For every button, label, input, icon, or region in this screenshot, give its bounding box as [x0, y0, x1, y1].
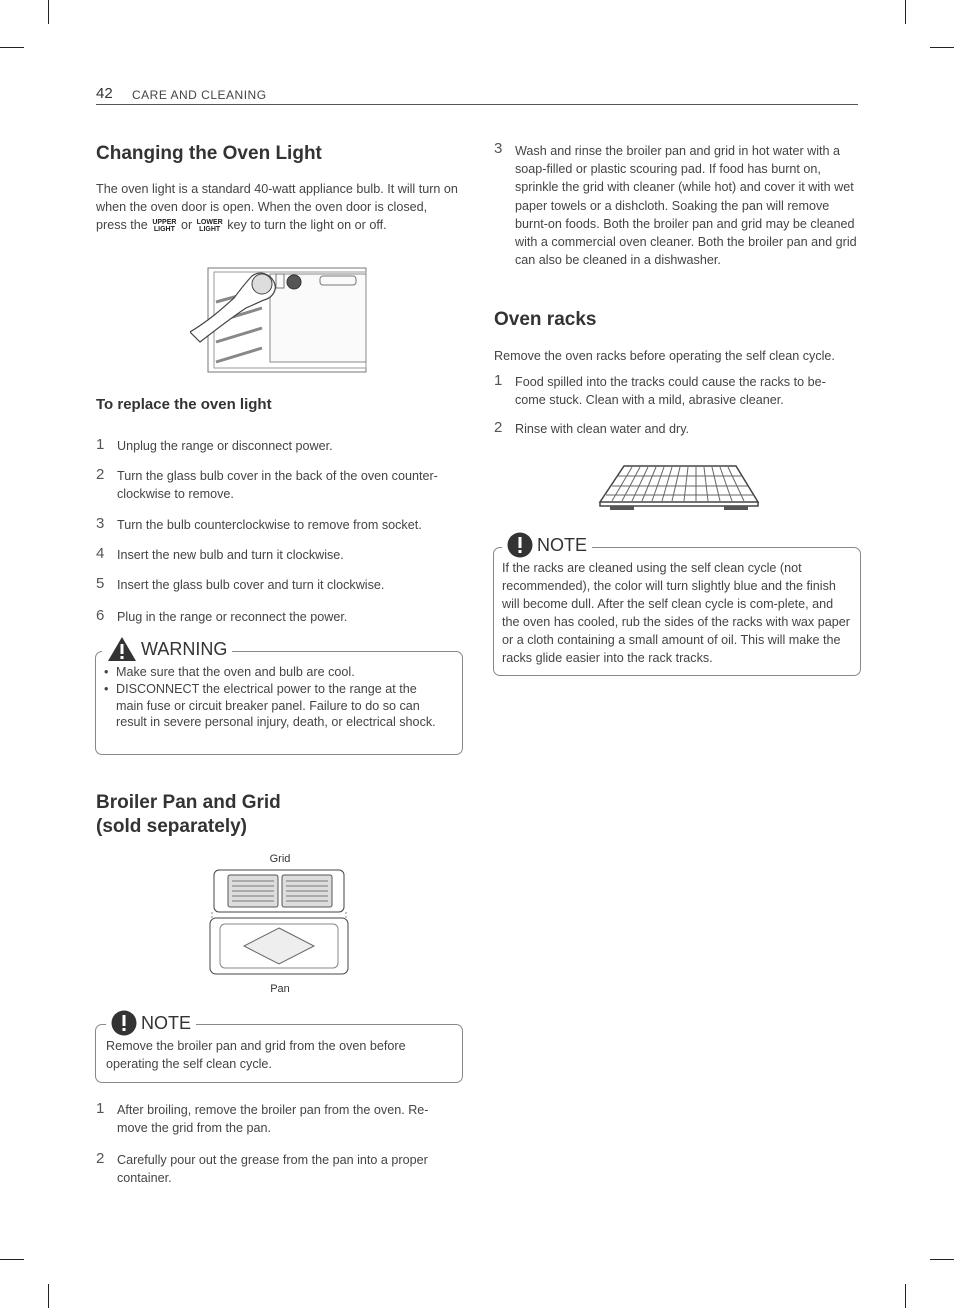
crop-mark	[0, 1259, 24, 1260]
warning-item: • Make sure that the oven and bulb are cool.	[104, 664, 440, 681]
replace-light-heading: To replace the oven light	[96, 396, 272, 413]
oven-racks-heading: Oven racks	[494, 309, 597, 330]
list-item: 4 Insert the new bulb and turn it clockwise.	[96, 545, 344, 562]
page-number: 42	[96, 85, 113, 102]
warning-triangle-icon	[107, 636, 137, 662]
warning-label: WARNING	[102, 636, 232, 662]
oven-light-heading: Changing the Oven Light	[96, 143, 322, 164]
broiler-pan-illustration	[206, 866, 352, 980]
or-text: or	[180, 218, 193, 232]
list-item: 3 Wash and rinse the broiler pan and grid in hot water with a soap-filled or plastic scouring pad. If food has burnt on, sprinkle the grid with cleaner (while hot) and cover it with wet paper towels or a dishcloth. Soaking the pan will remove burnt-on foods. Both the broiler pan and grid may be cleaned with a commercial oven cleaner. Both the broiler pan and grid can also be cleaned in a dishwasher.	[494, 140, 857, 268]
oven-light-intro	[96, 180, 458, 234]
crop-mark	[48, 1284, 49, 1308]
list-item: 1 After broiling, remove the broiler pan from the oven. Re-move the grid from the pan.	[96, 1100, 429, 1135]
lower-light-key-icon: LOWER LIGHT	[196, 218, 223, 233]
crop-mark	[930, 1259, 954, 1260]
list-item: 2 Rinse with clean water and dry.	[494, 419, 690, 436]
oven-rack-illustration	[596, 462, 760, 514]
warning-item: • DISCONNECT the electrical power to the range at the main fuse or circuit breaker panel. Failure to do so can result in severe personal injury, death, or electrical shock.	[104, 681, 440, 731]
list-item: 6 Plug in the range or reconnect the power.	[96, 607, 348, 624]
section-title: CARE AND CLEANING	[132, 88, 267, 102]
note-label: NOTE	[502, 532, 592, 558]
exclamation-icon	[507, 532, 533, 558]
crop-mark	[48, 0, 49, 24]
broiler-heading: Broiler Pan and Grid (sold separately)	[96, 792, 281, 837]
crop-mark	[0, 47, 24, 48]
crop-mark	[905, 0, 906, 24]
list-item: 3 Turn the bulb counterclockwise to remove from socket.	[96, 515, 422, 532]
note-text: Remove the broiler pan and grid from the oven before operating the self clean cycle.	[106, 1039, 406, 1071]
warning-text	[104, 664, 440, 731]
list-item: 2 Turn the glass bulb cover in the back of the oven counter-clockwise to remove.	[96, 466, 438, 501]
intro-text: The oven light is a standard 40-watt appliance bulb. It will turn on when the oven door is open. When the oven door is closed, press the	[96, 182, 458, 232]
list-item: 5 Insert the glass bulb cover and turn it clockwise.	[96, 575, 385, 592]
pan-caption: Pan	[270, 983, 290, 995]
header-rule	[96, 104, 858, 105]
note-text: If the racks are cleaned using the self clean cycle (not recommended), the color will turn slightly blue and the finish will become dull. After the self clean cycle is com-plete, and the oven has cooled, rub the sides of the racks with wax paper or a cloth containing a small amount of oil. This will make the racks glide easier into the rack tracks.	[502, 561, 850, 665]
list-item: 2 Carefully pour out the grease from the pan into a proper container.	[96, 1150, 428, 1185]
list-item: 1 Unplug the range or disconnect power.	[96, 436, 333, 453]
oven-light-illustration	[190, 262, 370, 374]
list-item: 1 Food spilled into the tracks could cause the racks to be-come stuck. Clean with a mild, abrasive cleaner.	[494, 372, 826, 407]
exclamation-icon	[111, 1010, 137, 1036]
oven-racks-intro: Remove the oven racks before operating the self clean cycle.	[494, 349, 835, 363]
crop-mark	[905, 1284, 906, 1308]
grid-caption: Grid	[269, 853, 291, 865]
note-label: NOTE	[106, 1010, 196, 1036]
crop-mark	[930, 47, 954, 48]
intro-text-end: key to turn the light on or off.	[227, 218, 387, 232]
upper-light-key-icon: UPPER LIGHT	[152, 218, 177, 233]
